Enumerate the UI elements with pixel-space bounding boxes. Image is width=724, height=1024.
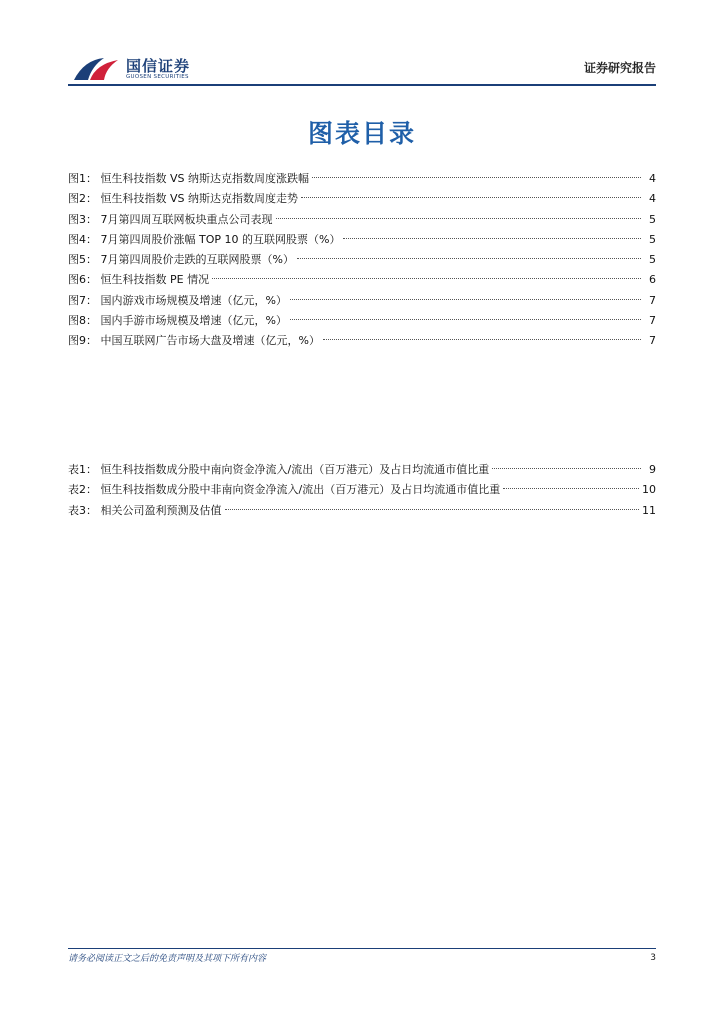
toc-entry-figure-5[interactable] [68, 250, 656, 270]
toc-entry-page: 5 [649, 253, 656, 267]
logo-text-en: GUOSEN SECURITIES [126, 74, 189, 80]
toc-entry-figure-7[interactable] [68, 291, 656, 311]
report-type-label: 证券研究报告 [583, 61, 656, 75]
dot-leader [343, 238, 641, 239]
header-divider [68, 84, 656, 86]
toc-entry-label: 表3： 相关公司盈利预测及估值 [68, 503, 222, 517]
toc-entry-label: 图3： 7月第四周互联网板块重点公司表现 [68, 212, 273, 226]
toc-entry-page: 10 [642, 483, 656, 497]
toc-entry-page: 4 [649, 192, 656, 206]
toc-entry-table-1[interactable] [68, 460, 656, 480]
guosen-logo-icon [70, 54, 122, 84]
page-number: 3 [650, 953, 656, 963]
toc-entry-figure-1[interactable] [68, 169, 656, 189]
dot-leader [276, 218, 642, 219]
page-title: 图表目录 [307, 119, 416, 148]
toc-entry-label: 图6： 恒生科技指数 PE 情况 [68, 273, 210, 287]
toc-entry-label: 表1： 恒生科技指数成分股中南向资金净流入/流出（百万港元）及占日均流通市值比重 [68, 463, 490, 476]
logo-text-cn: 国信证券 [126, 57, 191, 75]
table-list [68, 460, 656, 521]
toc-entry-page: 11 [642, 503, 656, 517]
dot-leader [225, 509, 640, 510]
toc-entry-label: 图5： 7月第四周股价走跌的互联网股票（%） [68, 253, 294, 267]
toc-entry-page: 4 [649, 172, 656, 185]
toc-entry-figure-3[interactable] [68, 210, 656, 230]
footer-divider [68, 948, 656, 949]
dot-leader [312, 177, 641, 178]
figure-list [68, 169, 656, 352]
dot-leader [212, 278, 641, 279]
footer-disclaimer: 请务必阅读正文之后的免责声明及其项下所有内容 [68, 954, 267, 964]
dot-leader [297, 258, 641, 259]
dot-leader [290, 319, 641, 320]
toc-entry-page: 7 [649, 293, 656, 307]
toc-entry-label: 图8： 国内手游市场规模及增速（亿元，%） [68, 314, 287, 328]
toc-entry-page: 5 [649, 212, 656, 226]
toc-entry-table-3[interactable] [68, 501, 656, 521]
toc-entry-figure-6[interactable] [68, 270, 656, 290]
dot-leader [503, 488, 639, 489]
toc-entry-label: 图9： 中国互联网广告市场大盘及增速（亿元，%） [68, 334, 320, 348]
toc-entry-page: 9 [649, 463, 656, 476]
page-header [68, 48, 656, 88]
dot-leader [323, 339, 641, 340]
toc-entry-label: 图1： 恒生科技指数 VS 纳斯达克指数周度涨跌幅 [68, 172, 309, 185]
toc-entry-page: 5 [649, 232, 656, 246]
toc-entry-figure-4[interactable] [68, 230, 656, 250]
toc-entry-page: 6 [649, 273, 656, 287]
toc-entry-page: 7 [649, 334, 656, 348]
dot-leader [492, 468, 641, 469]
toc-entry-label: 图2： 恒生科技指数 VS 纳斯达克指数周度走势 [68, 192, 298, 206]
dot-leader [290, 299, 641, 300]
toc-entry-figure-2[interactable] [68, 189, 656, 209]
dot-leader [301, 197, 641, 198]
toc-entry-label: 图7： 国内游戏市场规模及增速（亿元，%） [68, 293, 287, 307]
toc-entry-table-2[interactable] [68, 480, 656, 500]
toc-entry-figure-9[interactable] [68, 331, 656, 351]
toc-entry-label: 图4： 7月第四周股价涨幅 TOP 10 的互联网股票（%） [68, 232, 341, 246]
toc-entry-label: 表2： 恒生科技指数成分股中非南向资金净流入/流出（百万港元）及占日均流通市值比重 [68, 483, 501, 497]
toc-entry-page: 7 [649, 314, 656, 328]
toc-entry-figure-8[interactable] [68, 311, 656, 331]
